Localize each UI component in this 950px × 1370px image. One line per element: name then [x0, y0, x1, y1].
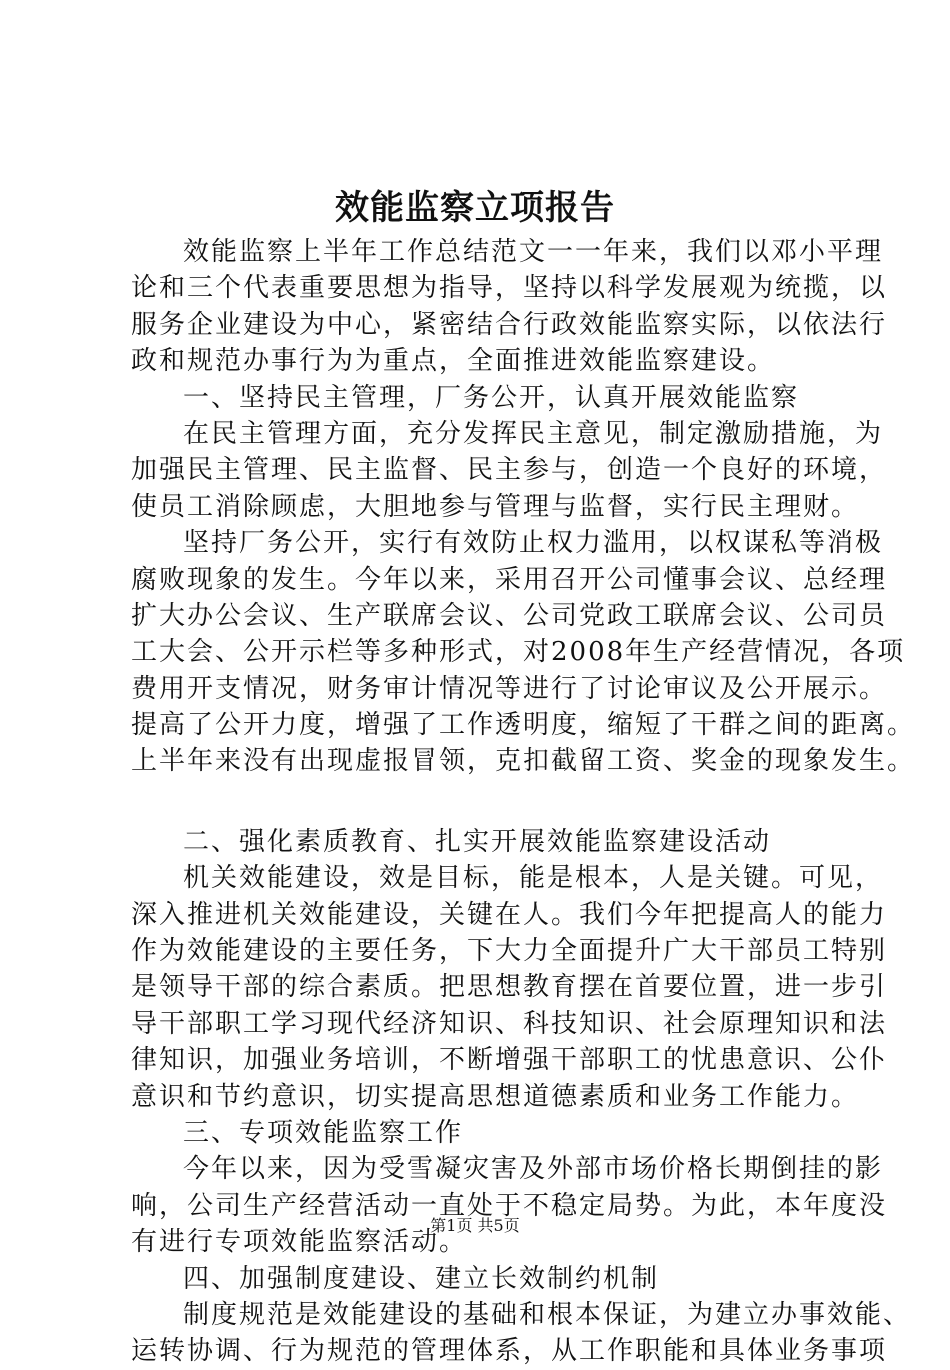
body-line: 效能监察上半年工作总结范文一一年来，我们以邓小平理: [183, 237, 884, 267]
body-line: 提高了公开力度，增强了工作透明度，缩短了干群之间的距离。: [131, 710, 916, 741]
body-line: 是领导干部的综合素质。把思想教育摆在首要位置，进一步引: [131, 972, 888, 1003]
body-line: 政和规范办事行为为重点，全面推进效能监察建设。: [131, 346, 776, 377]
body-line: 深入推进机关效能建设，关键在人。我们今年把提高人的能力: [131, 899, 888, 930]
body-line: 在民主管理方面，充分发挥民主意见，制定激励措施，为: [183, 418, 884, 449]
paragraph-gap: [131, 780, 836, 824]
body-line: 今年以来，因为受雪凝灾害及外部市场价格长期倒挂的影: [183, 1154, 884, 1185]
body-line: 使员工消除顾虑，大胆地参与管理与监督，实行民主理财。: [131, 491, 860, 522]
body-line: 工大会、公开示栏等多种形式，对2008年生产经营情况，各项: [131, 637, 906, 668]
document-body: [131, 234, 916, 1370]
body-line: 导干部职工学习现代经济知识、科技知识、社会原理知识和法: [131, 1008, 888, 1039]
section-heading-3: 三、专项效能监察工作: [183, 1117, 464, 1148]
page-number: 第1页 共5页: [430, 1216, 520, 1235]
body-line: 制度规范是效能建设的基础和根本保证，为建立办事效能、: [183, 1299, 912, 1330]
body-line: 响，公司生产经营活动一直处于不稳定局势。为此，本年度没: [131, 1190, 888, 1221]
body-line: 意识和节约意识，切实提高思想道德素质和业务工作能力。: [131, 1081, 860, 1112]
section-heading-2: 二、强化素质教育、扎实开展效能监察建设活动: [183, 826, 772, 857]
body-line: 服务企业建设为中心，紧密结合行政效能监察实际，以依法行: [131, 309, 888, 340]
body-line: 论和三个代表重要思想为指导，坚持以科学发展观为统揽，以: [131, 273, 888, 304]
body-line: 机关效能建设，效是目标，能是根本，人是关键。可见，: [183, 863, 884, 894]
body-line: 律知识，加强业务培训，不断增强干部职工的忧患意识、公仆: [131, 1045, 888, 1076]
document-title: 效能监察立项报告: [335, 188, 615, 228]
body-line: 扩大办公会议、生产联席会议、公司党政工联席会议、公司员: [131, 600, 888, 631]
body-line: 加强民主管理、民主监督、民主参与，创造一个良好的环境，: [131, 455, 888, 486]
body-line: 费用开支情况，财务审计情况等进行了讨论审议及公开展示。: [131, 673, 888, 704]
section-heading-4: 四、加强制度建设、建立长效制约机制: [183, 1263, 660, 1294]
body-line: 上半年来没有出现虚报冒领，克扣截留工资、奖金的现象发生。: [131, 746, 916, 777]
section-heading-1: 一、坚持民主管理，厂务公开，认真开展效能监察: [183, 382, 800, 413]
body-line: 腐败现象的发生。今年以来，采用召开公司懂事会议、总经理: [131, 564, 888, 595]
body-line: 运转协调、行为规范的管理体系，从工作职能和具体业务事项: [131, 1336, 888, 1367]
body-line: 坚持厂务公开，实行有效防止权力滥用，以权谋私等消极: [183, 528, 884, 559]
body-line: 作为效能建设的主要任务，下大力全面提升广大干部员工特别: [131, 936, 888, 967]
body-line: 有进行专项效能监察活动。: [131, 1227, 468, 1258]
